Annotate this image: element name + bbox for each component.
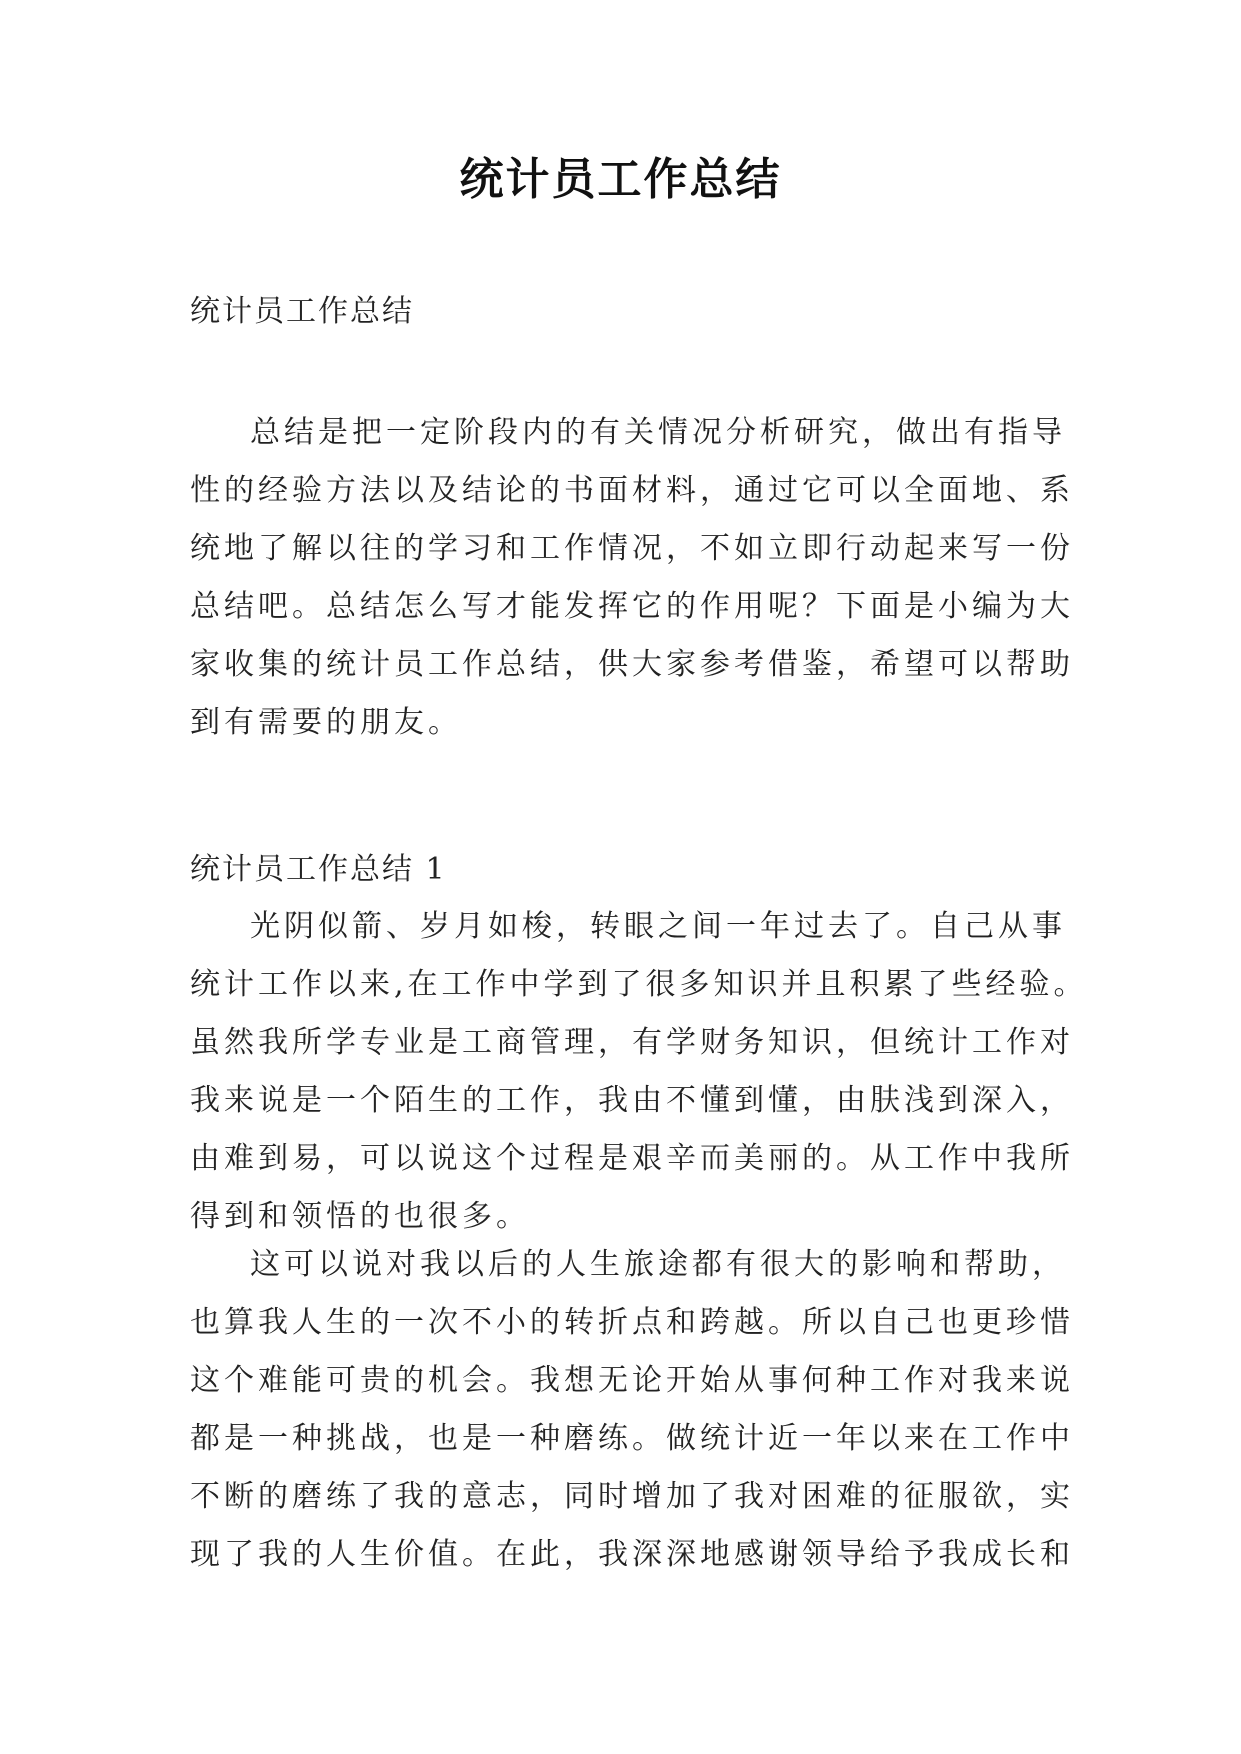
document-subtitle: 统计员工作总结	[190, 294, 414, 329]
section-heading: 统计员工作总结 1	[190, 852, 447, 887]
paragraph-line: 光阴似箭、岁月如梭，转眼之间一年过去了。自己从事	[250, 909, 1066, 944]
section1-paragraph-1	[190, 898, 1088, 1246]
paragraph-line: 这可以说对我以后的人生旅途都有很大的影响和帮助，	[250, 1247, 1066, 1282]
paragraph-line: 都是一种挑战，也是一种磨练。做统计近一年以来在工作中	[190, 1421, 1074, 1456]
paragraph-line: 虽然我所学专业是工商管理，有学财务知识，但统计工作对	[190, 1025, 1074, 1060]
intro-line: 总结吧。总结怎么写才能发挥它的作用呢？下面是小编为大	[190, 589, 1074, 624]
paragraph-line: 我来说是一个陌生的工作，我由不懂到懂，由肤浅到深入，	[190, 1083, 1074, 1118]
intro-line: 总结是把一定阶段内的有关情况分析研究，做出有指导	[250, 415, 1066, 450]
paragraph-line: 由难到易，可以说这个过程是艰辛而美丽的。从工作中我所	[190, 1141, 1074, 1176]
document-title: 统计员工作总结	[459, 154, 782, 205]
intro-line: 到有需要的朋友。	[190, 705, 462, 740]
intro-line: 统地了解以往的学习和工作情况，不如立即行动起来写一份	[190, 531, 1074, 566]
intro-paragraph	[190, 404, 1074, 752]
paragraph-line: 得到和领悟的也很多。	[190, 1199, 530, 1234]
paragraph-line: 也算我人生的一次不小的转折点和跨越。所以自己也更珍惜	[190, 1305, 1074, 1340]
paragraph-line: 不断的磨练了我的意志，同时增加了我对困难的征服欲，实	[190, 1479, 1074, 1514]
paragraph-line: 统计工作以来,在工作中学到了很多知识并且积累了些经验。	[190, 967, 1088, 1002]
intro-line: 性的经验方法以及结论的书面材料，通过它可以全面地、系	[190, 473, 1074, 508]
intro-line: 家收集的统计员工作总结，供大家参考借鉴，希望可以帮助	[190, 647, 1074, 682]
paragraph-line: 现了我的人生价值。在此，我深深地感谢领导给予我成长和	[190, 1537, 1074, 1572]
section1-paragraph-2	[190, 1236, 1074, 1584]
paragraph-line: 这个难能可贵的机会。我想无论开始从事何种工作对我来说	[190, 1363, 1074, 1398]
